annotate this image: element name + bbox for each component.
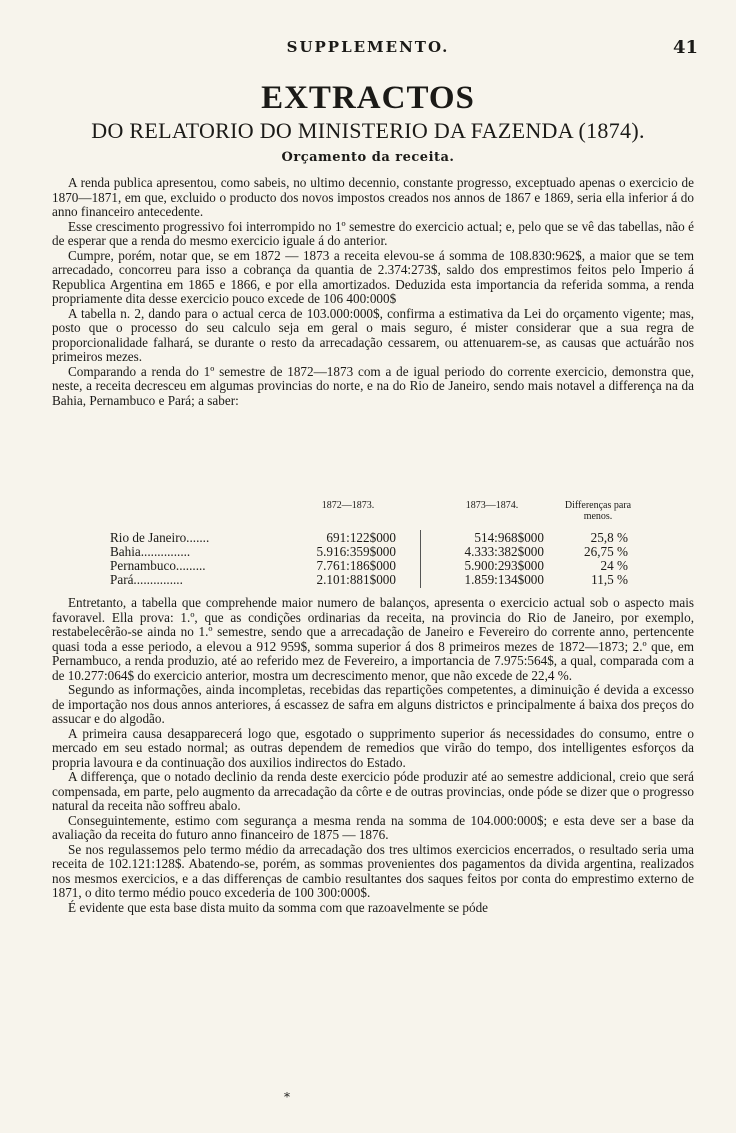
paragraph: É evidente que esta base dista muito da somma com que razoavelmente se póde (68, 899, 489, 915)
paragraph: Cumpre, porém, notar que, se em 1872 — 1873 a receita elevou-se á somma de 108.830:962$, a maior que se tem arrecadado, concorreu para isso a cobrança da quantia de 2.374:273$, saldo dos emprestimos feitos pelo Imperio á Republica Argentina em 1865 e 1866, e por ella amortizados. Deduzida esta importancia da referida somma, a renda propriamente dita desse exercicio pouco excede de 106 400:000$ (52, 247, 694, 306)
section-heading: Orçamento da receita. (281, 150, 455, 165)
value-1873: 5.900:293$000 (464, 558, 544, 573)
column-header: 1872—1873. (321, 500, 375, 511)
paragraph: A renda publica apresentou, como sabeis, no ultimo decennio, constante progresso, exceptuado apenas o exercicio de 1870—1871, em que, excluido o producto dos novos impostos creados nos annos de 1867 e 1869, seria ella inferior á do anno financeiro antecedente. (52, 175, 694, 219)
province-name: Pernambuco......... (110, 558, 206, 573)
difference: 25,8 % (590, 530, 628, 545)
province-name: Pará............... (110, 572, 183, 587)
table-row (110, 572, 670, 586)
page-number: 41 (672, 37, 698, 58)
difference: 24 % (600, 558, 628, 573)
column-header: Differenças para menos. (564, 500, 632, 522)
value-1872: 691:122$000 (326, 530, 396, 545)
value-1872: 7.761:186$000 (316, 558, 396, 573)
table-row (110, 544, 670, 558)
value-1872: 2.101:881$000 (316, 572, 396, 587)
body-text-bottom (52, 596, 694, 915)
body-text-top (52, 176, 694, 408)
province-name: Bahia............... (110, 544, 191, 559)
paragraph: Entretanto, a tabella que comprehende maior numero de balanços, apresenta o exercicio actual sob o aspecto mais favoravel. Ella prova: 1.º, que as condições ordinarias da receita, na provincia do Rio de Janeiro, por exemplo, restabelecêrão-se ainda no 1.º semestre, sendo que a arrecadação de Janeiro e Fevereiro do corrente anno, pertencente quasi toda a esse periodo, a elevou a 912 959$, somma superior á dos 8 primeiros mezes de 1872—1873; 2.º que, em Pernambuco, a renda produzio, até ao referido mez de Fevereiro, a importancia de 7.975:564$, a qual, comparada com a de 10.277:064$ do exercicio anterior, mostra um decrescimento menor, que não excede de 22,4 %. (52, 595, 694, 683)
province-name: Rio de Janeiro....... (110, 530, 210, 545)
header-title: SUPPLEMENTO. (286, 38, 450, 56)
value-1872: 5.916:359$000 (316, 544, 396, 559)
difference: 11,5 % (591, 572, 628, 587)
value-1873: 4.333:382$000 (464, 544, 544, 559)
column-header: 1873—1874. (465, 500, 519, 511)
table-row (110, 558, 670, 572)
paragraph: A primeira causa desapparecerá logo que, esgotado o supprimento superior ás necessidades do consumo, entre o mercado em seu estado normal; as outras dependem de remedios que virão do tempo, dos intelligentes esforços da propria lavoura e da continuação dos auxilios indirectos do Estado. (52, 725, 694, 770)
paragraph: Conseguintemente, estimo com segurança a mesma renda na somma de 104.000:000$; e esta deve ser a base da avaliação da receita do futuro anno financeiro de 1875 — 1876. (52, 812, 694, 842)
difference: 26,75 % (584, 544, 628, 559)
paragraph: A tabella n. 2, dando para o actual cerca de 103.000:000$, confirma a estimativa da Lei do orçamento vigente; mas, posto que o processo do seu calculo seja em geral o mais seguro, é mister considerar que a sua regra de proporcionalidade falhará, se durante o resto da arrecadação cessarem, ou attenuarem-se, as causas que actuárão nos primeiros mezes. (52, 305, 694, 364)
paragraph: Se nos regulassemos pelo termo médio da arrecadação dos tres ultimos exercicios encerrados, o resultado seria uma receita de 102.121:128$. Abatendo-se, porém, as sommas provenientes dos pagamentos da divida argentina, realizados nos mesmos exercicios, e a das differenças de cambio resultantes dos saques feitos por conta do emprestimo externo de 1871, o dito termo médio pouco excederia de 100 300:000$. (52, 841, 694, 900)
running-header (0, 38, 736, 58)
document-title: EXTRACTOS (261, 80, 475, 116)
value-1873: 1.859:134$000 (464, 572, 544, 587)
table-row (110, 530, 670, 544)
document-subtitle: DO RELATORIO DO MINISTERIO DA FAZENDA (1874). (91, 118, 645, 143)
paragraph: Segundo as informações, ainda incompletas, recebidas das repartições competentes, a diminuição é devida a excesso de importação nos dous annos anteriores, á escassez de safra em alguns districtos e principalmente á baixa dos preços do assucar e do algodão. (52, 682, 694, 726)
paragraph: Comparando a renda do 1º semestre de 1872—1873 com a de igual periodo do corrente exercicio, demonstra que, neste, a receita decresceu em algumas provincias do norte, e na do Rio de Janeiro, sendo mais notavel a differença na da Bahia, Pernambuco e Pará; a saber: (52, 363, 694, 408)
value-1873: 514:968$000 (474, 530, 544, 545)
paragraph: Esse crescimento progressivo foi interrompido no 1º semestre do exercicio actual; e, pelo que se vê das tabellas, não é de esperar que a renda do mesmo exercicio iguale á do anterior. (52, 218, 694, 248)
paragraph: A differença, que o notado declinio da renda deste exercicio póde produzir até ao semestre addicional, creio que será compensada, em parte, pelo augmento da arrecadação da côrte e de outras provincias, onde póde se dizer que o progresso natural da receita não soffreu abalo. (52, 769, 694, 813)
footer-mark: * (284, 1090, 290, 1104)
